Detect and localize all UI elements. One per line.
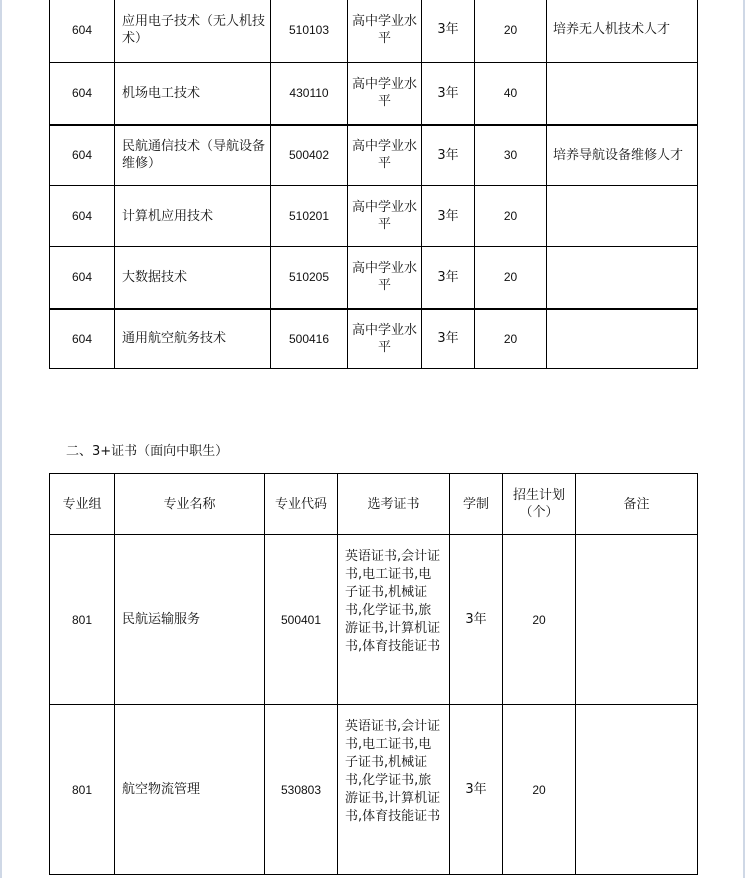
table-row bbox=[50, 63, 698, 125]
group-cell: 604 bbox=[50, 125, 115, 186]
major-code-cell: 530803 bbox=[265, 705, 338, 875]
group-cell: 604 bbox=[50, 63, 115, 125]
duration-cell: 3年 bbox=[450, 705, 503, 875]
note-cell bbox=[576, 705, 698, 875]
duration-cell: 3年 bbox=[422, 0, 475, 63]
group-cell: 801 bbox=[50, 705, 115, 875]
note-cell bbox=[547, 309, 698, 369]
table-row bbox=[50, 186, 698, 247]
table-row bbox=[50, 535, 698, 705]
table-row bbox=[50, 125, 698, 186]
note-cell: 培养无人机技术人才 bbox=[547, 0, 698, 63]
group-cell: 604 bbox=[50, 186, 115, 247]
note-cell bbox=[547, 247, 698, 309]
major-name-cell: 应用电子技术（无人机技术） bbox=[115, 0, 271, 63]
plan-cell: 20 bbox=[475, 247, 547, 309]
group-cell: 604 bbox=[50, 0, 115, 63]
major-code-cell: 500416 bbox=[271, 309, 348, 369]
duration-cell: 3年 bbox=[422, 247, 475, 309]
major-name-cell: 航空物流管理 bbox=[115, 705, 265, 875]
major-name-cell: 计算机应用技术 bbox=[115, 186, 271, 247]
plan-cell: 30 bbox=[475, 125, 547, 186]
plan-cell: 20 bbox=[503, 705, 576, 875]
requirement-cell: 高中学业水平 bbox=[348, 309, 422, 369]
table-row bbox=[50, 309, 698, 369]
header-note: 备注 bbox=[576, 474, 698, 535]
certificate-cell: 英语证书,会计证书,电工证书,电子证书,机械证书,化学证书,旅游证书,计算机证书,体育技能证书 bbox=[338, 535, 450, 705]
requirement-cell: 高中学业水平 bbox=[348, 125, 422, 186]
requirement-cell: 高中学业水平 bbox=[348, 63, 422, 125]
major-name-cell: 大数据技术 bbox=[115, 247, 271, 309]
table-header-row bbox=[50, 474, 698, 535]
majors-table-1 bbox=[49, 0, 698, 369]
header-enrollment-plan: 招生计划（个） bbox=[503, 474, 576, 535]
plan-cell: 20 bbox=[475, 0, 547, 63]
plan-cell: 20 bbox=[503, 535, 576, 705]
requirement-cell: 高中学业水平 bbox=[348, 247, 422, 309]
duration-cell: 3年 bbox=[450, 535, 503, 705]
header-duration: 学制 bbox=[450, 474, 503, 535]
major-code-cell: 510205 bbox=[271, 247, 348, 309]
group-cell: 604 bbox=[50, 309, 115, 369]
major-code-cell: 500401 bbox=[265, 535, 338, 705]
table-row bbox=[50, 705, 698, 875]
major-code-cell: 510103 bbox=[271, 0, 348, 63]
plan-cell: 20 bbox=[475, 186, 547, 247]
certificate-cell: 英语证书,会计证书,电工证书,电子证书,机械证书,化学证书,旅游证书,计算机证书,体育技能证书 bbox=[338, 705, 450, 875]
duration-cell: 3年 bbox=[422, 63, 475, 125]
majors-table-2 bbox=[49, 473, 698, 875]
major-name-cell: 民航通信技术（导航设备维修） bbox=[115, 125, 271, 186]
note-cell: 培养导航设备维修人才 bbox=[547, 125, 698, 186]
section-title: 二、3+证书（面向中职生） bbox=[66, 444, 229, 459]
requirement-cell: 高中学业水平 bbox=[348, 186, 422, 247]
major-name-cell: 机场电工技术 bbox=[115, 63, 271, 125]
major-name-cell: 通用航空航务技术 bbox=[115, 309, 271, 369]
note-cell bbox=[576, 535, 698, 705]
note-cell bbox=[547, 63, 698, 125]
header-certificate: 选考证书 bbox=[338, 474, 450, 535]
group-cell: 604 bbox=[50, 247, 115, 309]
page-left-border bbox=[0, 0, 2, 878]
header-major-code: 专业代码 bbox=[265, 474, 338, 535]
major-code-cell: 510201 bbox=[271, 186, 348, 247]
plan-cell: 40 bbox=[475, 63, 547, 125]
table-row bbox=[50, 247, 698, 309]
header-major-name: 专业名称 bbox=[115, 474, 265, 535]
requirement-cell: 高中学业水平 bbox=[348, 0, 422, 63]
header-group: 专业组 bbox=[50, 474, 115, 535]
table-row bbox=[50, 0, 698, 63]
major-name-cell: 民航运输服务 bbox=[115, 535, 265, 705]
page-right-border bbox=[743, 0, 745, 878]
duration-cell: 3年 bbox=[422, 125, 475, 186]
plan-cell: 20 bbox=[475, 309, 547, 369]
major-code-cell: 430110 bbox=[271, 63, 348, 125]
major-code-cell: 500402 bbox=[271, 125, 348, 186]
duration-cell: 3年 bbox=[422, 186, 475, 247]
group-cell: 801 bbox=[50, 535, 115, 705]
note-cell bbox=[547, 186, 698, 247]
duration-cell: 3年 bbox=[422, 309, 475, 369]
